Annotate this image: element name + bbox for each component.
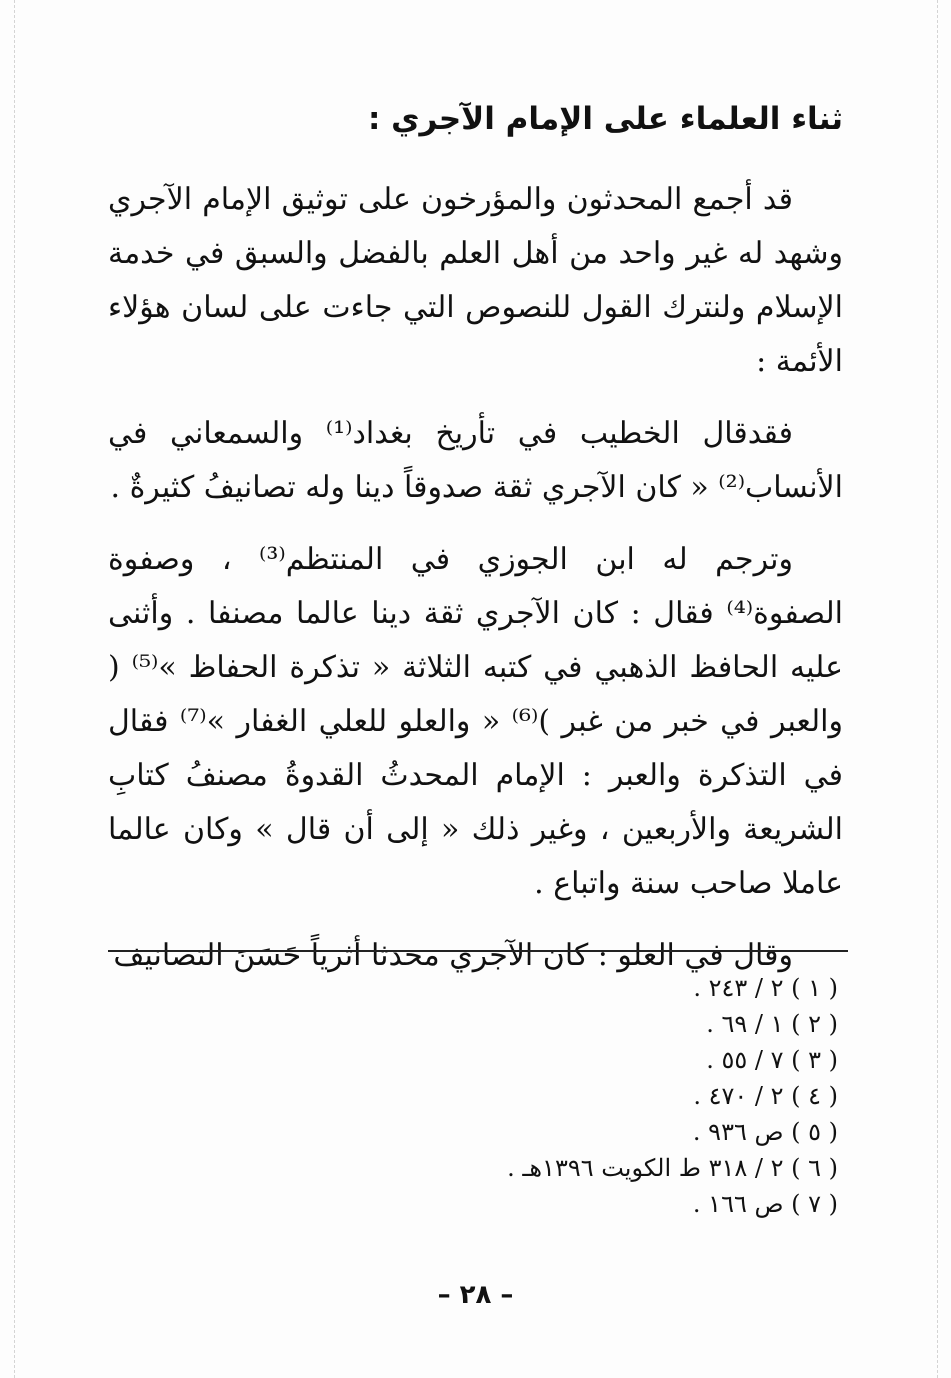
section-heading: ثناء العلماء على الإمام الآجري :: [367, 101, 843, 137]
footnote-4: ( ٤ ) ٢ / ٤٧٠ .: [693, 1082, 838, 1110]
footnote-separator: [108, 950, 848, 952]
footnote-1: ( ١ ) ٢ / ٢٤٣ .: [693, 974, 838, 1002]
paragraph-4: وقال في العلو : كان الآجري محدثا أثرياً حَسَنَ التصانيف: [113, 938, 793, 973]
scan-edge-right: [937, 0, 938, 1378]
footnote-3: ( ٣ ) ٧ / ٥٥ .: [706, 1046, 838, 1074]
footnotes-list: [108, 970, 838, 1222]
page-body: [108, 95, 843, 1001]
paragraph-3: وترجم له ابن الجوزي في المنتظم⁽³⁾ ، وصفوة الصفوة⁽⁴⁾ فقال : كان الآجري ثقة دينا عالما مصنفا . وأثنى عليه الحافظ الذهبي في كتبه الثلاثة « تذكرة الحفاظ »⁽⁵⁾ ( والعبر في خبر من غبر )⁽⁶⁾ « والعلو للعلي الغفار »⁽⁷⁾ فقال في التذكرة والعبر : الإمام المحدثُ القدوةُ مصنفُ كتابِ الشريعة والأربعين ، وغير ذلك « إلى أن قال » وكان عالما عاملا صاحب سنة واتباع .: [108, 542, 843, 901]
footnote-6: ( ٦ ) ٢ / ٣١٨ ط الكويت ١٣٩٦هـ .: [507, 1154, 838, 1182]
scan-edge-left: [14, 0, 15, 1378]
paragraph-2: فقدقال الخطيب في تأريخ بغداد⁽¹⁾ والسمعاني في الأنساب⁽²⁾ « كان الآجري ثقة صدوقاً دينا وله تصانيفُ كثيرةٌ .: [108, 416, 843, 505]
page-number: – ٢٨ –: [437, 1280, 514, 1310]
paragraph-1: قد أجمع المحدثون والمؤرخون على توثيق الإمام الآجري وشهد له غير واحد من أهل العلم بالفضل والسبق في خدمة الإسلام ولنترك القول للنصوص التي جاءت على لسان هؤلاء الأئمة :: [108, 182, 843, 379]
footnote-5: ( ٥ ) ص ٩٣٦ .: [692, 1118, 838, 1146]
footnote-2: ( ٢ ) ١ / ٦٩ .: [706, 1010, 838, 1038]
footnote-7: ( ٧ ) ص ١٦٦ .: [692, 1190, 838, 1218]
